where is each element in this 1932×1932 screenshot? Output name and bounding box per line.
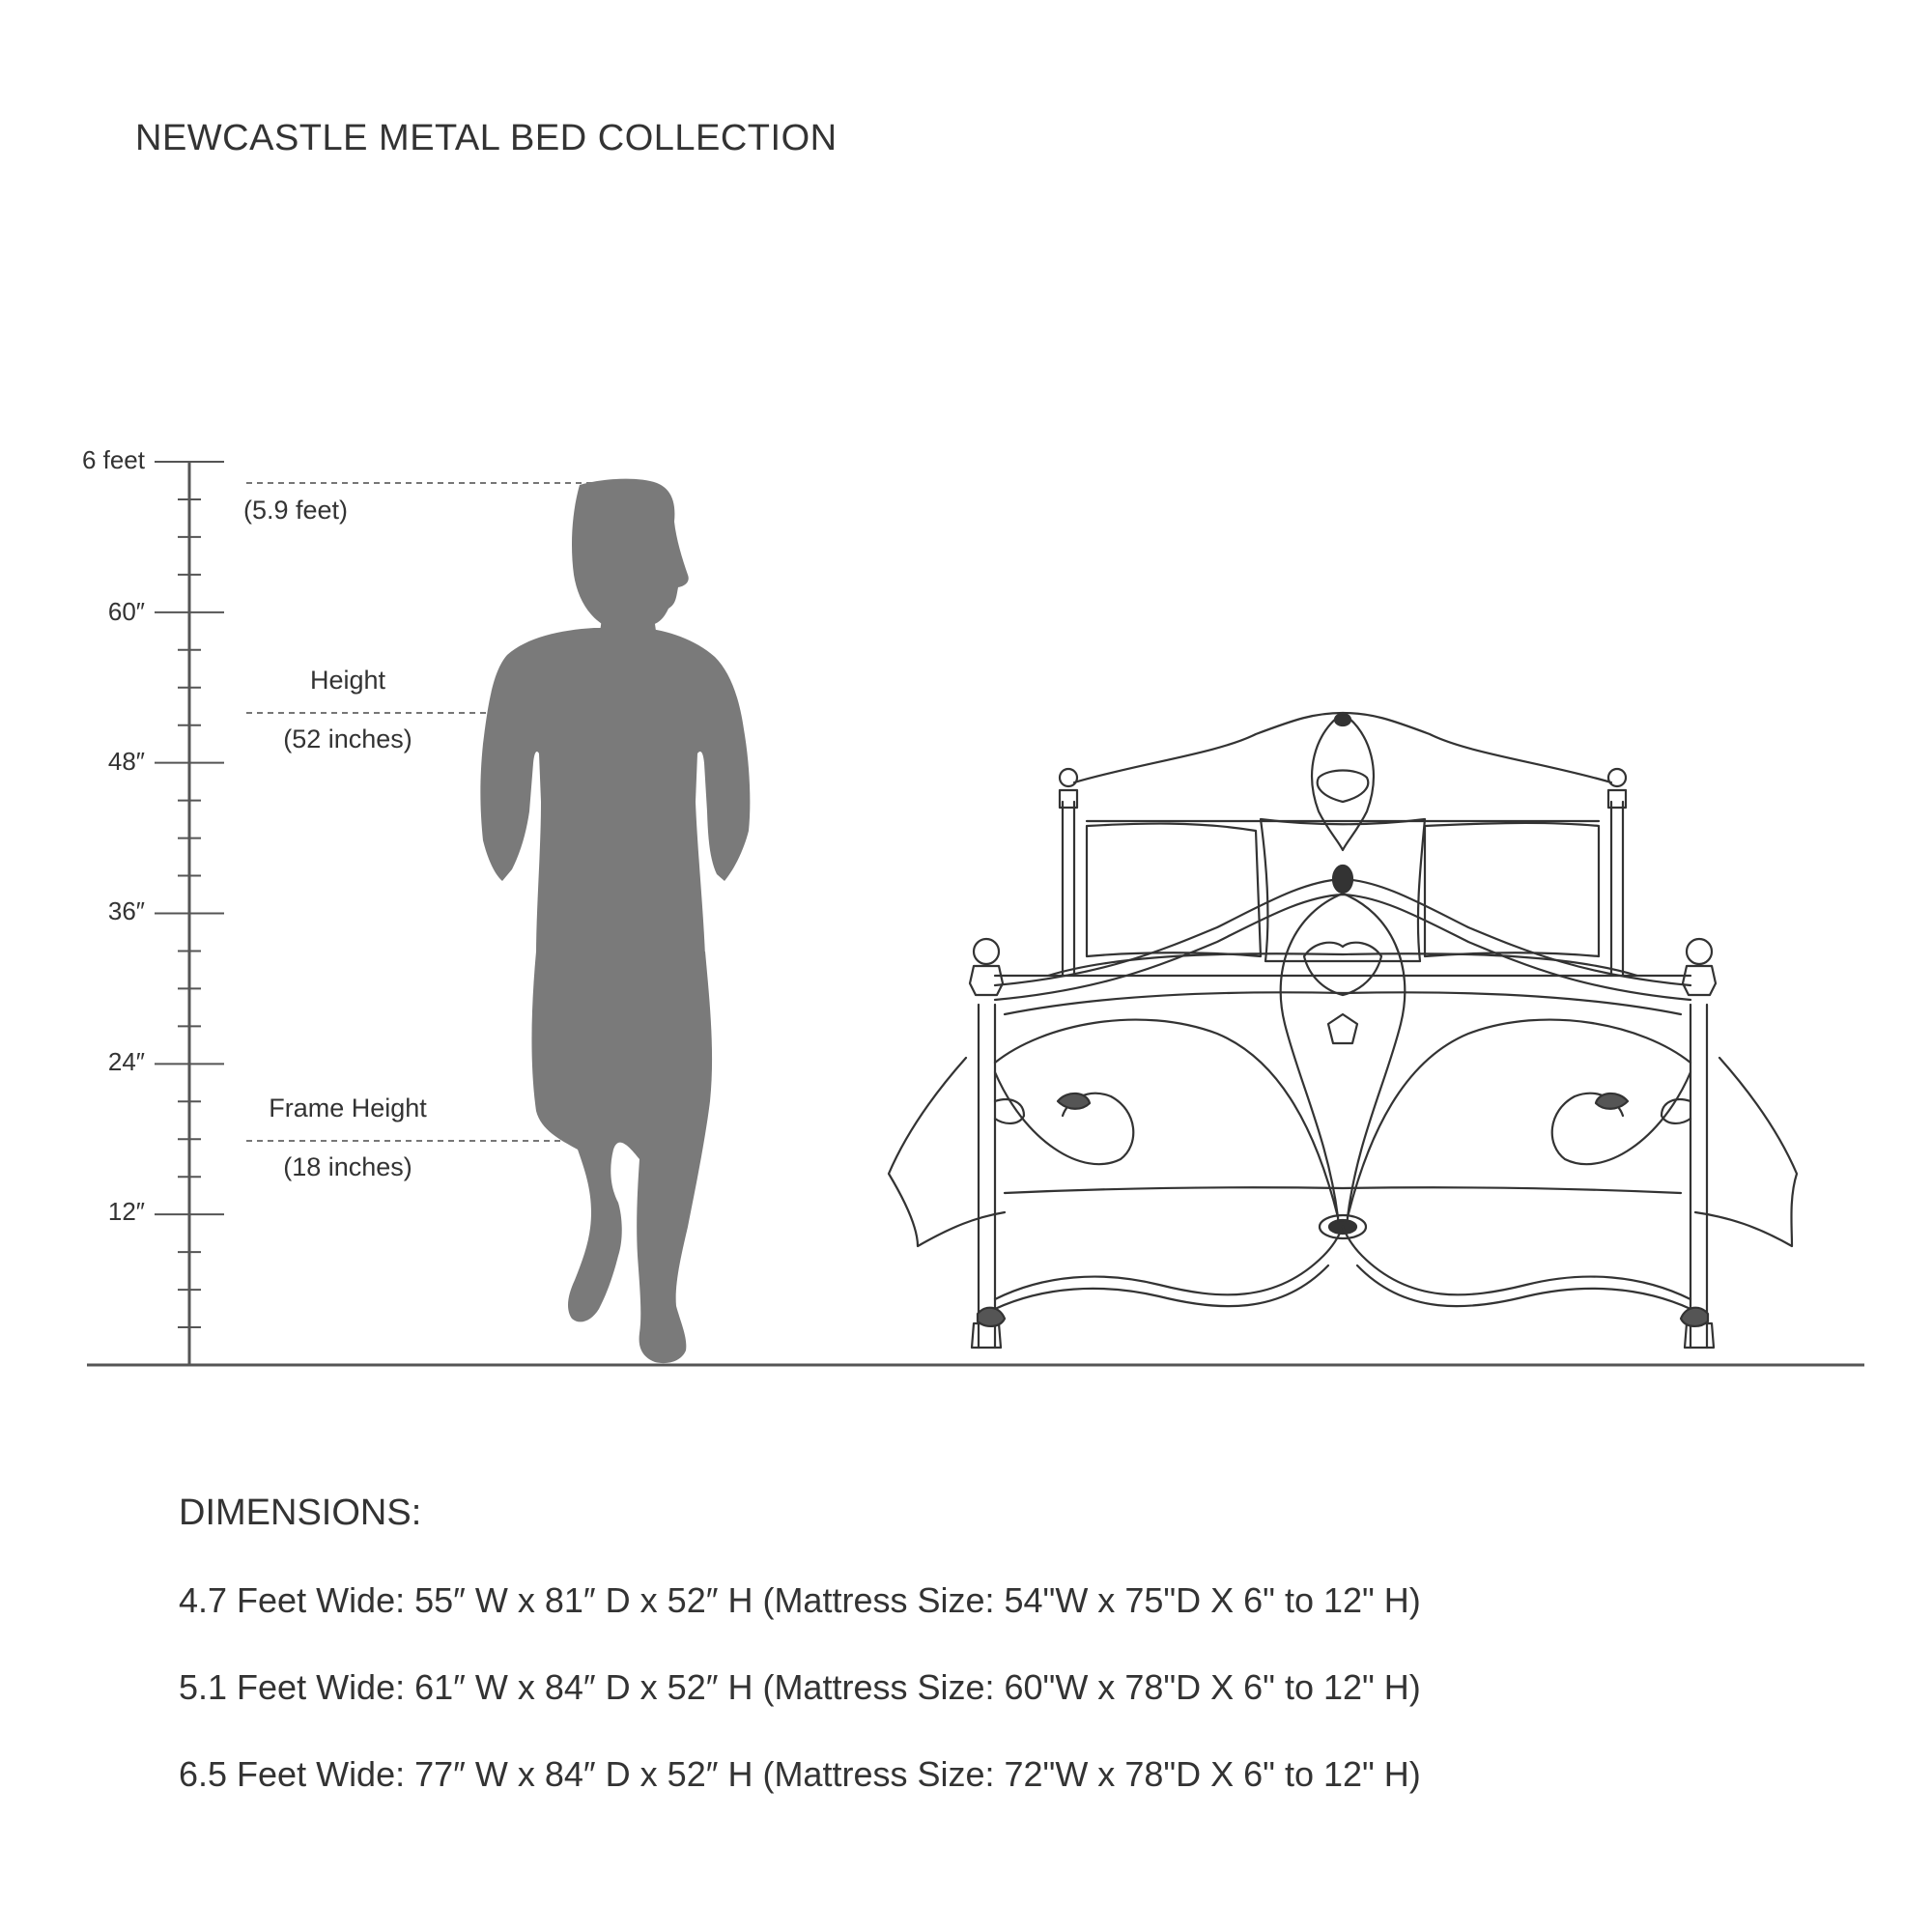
scale-label-48: 48″ [107, 747, 145, 776]
bed-height-label: Height [309, 666, 386, 695]
scale-label-60: 60″ [107, 597, 145, 626]
person-height-label: (5.9 feet) [243, 496, 349, 525]
scale-label-24: 24″ [107, 1047, 145, 1076]
scale-label-6-feet: 6 feet [81, 445, 145, 474]
scale-label-12: 12″ [107, 1197, 145, 1226]
frame-height-value: (18 inches) [283, 1152, 412, 1181]
dimensions-heading: DIMENSIONS: [179, 1492, 422, 1533]
dimension-row-6-5-feet: 6.5 Feet Wide: 77″ W x 84″ D x 52″ H (Mattress Size: 72"W x 78"D X 6" to 12" H) [179, 1754, 1421, 1794]
dimensions-section [179, 1492, 1821, 1841]
height-scale [82, 445, 224, 1365]
frame-height-label: Frame Height [269, 1094, 427, 1122]
person-silhouette [480, 479, 750, 1363]
scale-label-36: 36″ [107, 896, 145, 925]
bed-illustration [889, 713, 1797, 1348]
dimension-row-5-1-feet: 5.1 Feet Wide: 61″ W x 84″ D x 52″ H (Mattress Size: 60"W x 78"D X 6" to 12" H) [179, 1667, 1421, 1707]
bed-height-value: (52 inches) [283, 724, 412, 753]
dimension-row-4-7-feet: 4.7 Feet Wide: 55″ W x 81″ D x 52″ H (Mattress Size: 54"W x 75"D X 6" to 12" H) [179, 1580, 1421, 1620]
page-title: NEWCASTLE METAL BED COLLECTION [135, 118, 838, 158]
